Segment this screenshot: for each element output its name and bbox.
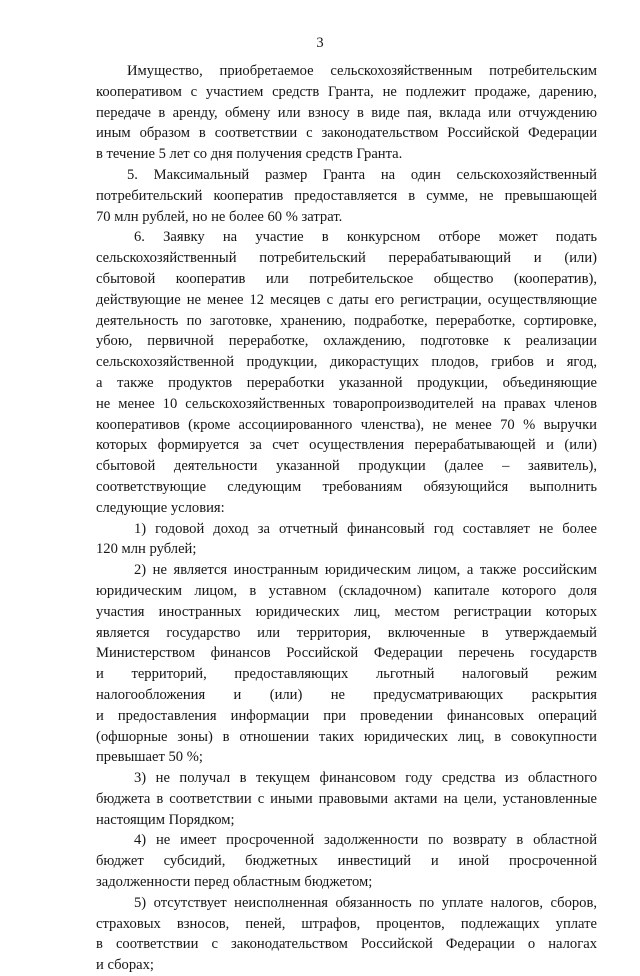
text-line: 2) не является иностранным юридическим лицом, а также российским <box>134 562 597 579</box>
text-line: не менее 10 сельскохозяйственных товаропроизводителей на правах членов <box>96 395 597 412</box>
text-line: передаче в аренду, обмену или взносу в виде пая, вклада или отчуждению <box>96 104 597 121</box>
paragraph <box>96 893 597 976</box>
text-line: страховых взносов, пеней, штрафов, процентов, подлежащих уплате <box>96 915 597 932</box>
text-line: 5) отсутствует неисполненная обязанность по уплате налогов, сборов, <box>134 894 597 911</box>
text-line: Имущество, приобретаемое сельскохозяйственным потребительским <box>127 63 597 79</box>
text-line: сбытовой кооператив или потребительское общество (кооператив), <box>96 270 597 287</box>
paragraph <box>96 61 597 165</box>
paragraph <box>96 768 597 830</box>
text-line: потребительский кооператив предоставляется в сумме, не превышающей <box>96 187 597 204</box>
text-line: кооперативом с участием средств Гранта, не подлежит продаже, дарению, <box>96 83 597 100</box>
text-line: иным образом в соответствии с законодательством Российской Федерации <box>96 125 597 142</box>
text-line: которых формируется за счет осуществления перерабатывающей и (или) <box>96 437 597 454</box>
text-line: является государство или территория, включенные в утверждаемый <box>96 624 597 641</box>
text-line: участия иностранных юридических лиц, местом регистрации которых <box>96 603 597 620</box>
text-line: сельскохозяйственной продукции, дикорастущих плодов, грибов и ягод, <box>96 354 597 371</box>
text-line: 120 млн рублей; <box>96 541 197 558</box>
text-line: а также продуктов переработки указанной продукции, объединяющие <box>96 374 597 391</box>
text-line: в течение 5 лет со дня получения средств Гранта. <box>96 146 403 163</box>
text-line: 5. Максимальный размер Гранта на один сельскохозяйственный <box>127 166 597 183</box>
text-line: и предоставления информации при проведении финансовых операций <box>96 707 597 724</box>
text-line: 6. Заявку на участие в конкурсном отборе может подать <box>134 229 597 246</box>
text-line: налогообложения и (или) не предусматривающих раскрытия <box>96 686 597 703</box>
paragraph <box>96 560 597 768</box>
text-line: действующие не менее 12 месяцев с даты его регистрации, осуществляющие <box>96 291 597 308</box>
document-body <box>96 61 597 976</box>
text-line: превышает 50 %; <box>96 749 203 766</box>
text-line: и сборах; <box>96 957 154 974</box>
text-line: настоящим Порядком; <box>96 811 235 828</box>
text-line: Министерством финансов Российской Федерации перечень государств <box>96 645 597 662</box>
paragraph <box>96 519 597 561</box>
text-line: (офшорные зоны) в отношении таких юридических лиц, в совокупности <box>96 728 597 745</box>
text-line: и территорий, предоставляющих льготный налоговый режим <box>96 666 597 683</box>
text-line: следующие условия: <box>96 499 225 516</box>
text-line: 3) не получал в текущем финансовом году средства из областного <box>134 770 597 787</box>
paragraph <box>96 227 597 518</box>
text-line: бюджета в соответствии с иными правовыми актами на цели, установленные <box>96 790 597 807</box>
text-line: 4) не имеет просроченной задолженности по возврату в областной <box>134 832 597 849</box>
text-line: 1) годовой доход за отчетный финансовый год составляет не более <box>134 520 597 537</box>
text-line: бюджет субсидий, бюджетных инвестиций и иной просроченной <box>96 853 597 870</box>
text-line: соответствующие следующим требованиям обязующийся выполнить <box>96 478 597 495</box>
page-number: 3 <box>316 35 324 51</box>
text-line: юридическим лицом, в уставном (складочном) капитале которого доля <box>96 582 597 599</box>
text-line: 70 млн рублей, но не более 60 % затрат. <box>96 208 343 225</box>
text-line: в соответствии с законодательством Российской Федерации о налогах <box>96 936 597 953</box>
text-line: сбытовой деятельности указанной продукции (далее – заявитель), <box>96 458 597 475</box>
paragraph <box>96 165 597 227</box>
text-line: убою, первичной переработке, охлаждению, подготовке к реализации <box>96 333 597 350</box>
paragraph <box>96 830 597 892</box>
text-line: деятельность по заготовке, хранению, подработке, переработке, сортировке, <box>96 312 597 329</box>
text-line: кооперативов (кроме ассоциированного членства), не менее 70 % выручки <box>96 416 597 433</box>
text-line: задолженности перед областным бюджетом; <box>96 874 373 891</box>
text-line: сельскохозяйственный потребительский перерабатывающий и (или) <box>96 250 597 267</box>
